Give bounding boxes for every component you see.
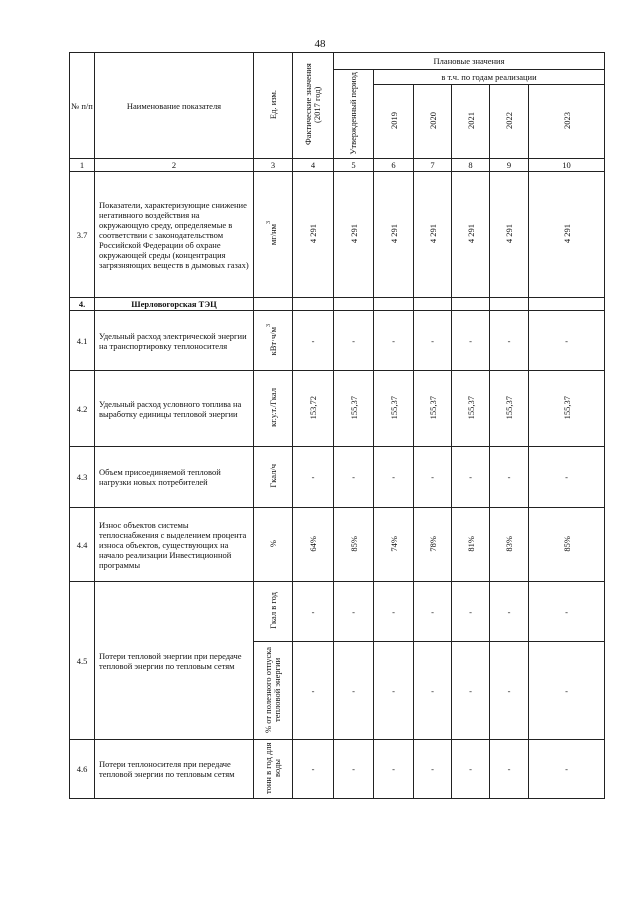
value-cell: -	[293, 311, 334, 371]
value-cell: 155,37	[452, 371, 490, 447]
value-cell: -	[452, 642, 490, 740]
table-row	[70, 740, 605, 799]
value-cell: 81%	[452, 508, 490, 582]
value-cell: 155,37	[374, 371, 414, 447]
table-row	[70, 371, 605, 447]
header-by-years: в т.ч. по годам реализации	[374, 70, 605, 85]
value-cell: -	[490, 447, 529, 508]
value-cell: 4 291	[490, 172, 529, 298]
value-cell: 153,72	[293, 371, 334, 447]
value-cell: -	[334, 642, 374, 740]
section-title: Шерловогорская ТЭЦ	[95, 298, 254, 311]
value-cell: -	[490, 642, 529, 740]
value-cell: -	[374, 447, 414, 508]
row-number: 4.4	[70, 508, 95, 582]
header-year: 2022	[490, 85, 529, 159]
value-cell: -	[374, 642, 414, 740]
value-cell: 4 291	[529, 172, 605, 298]
row-number: 4.2	[70, 371, 95, 447]
table-row	[70, 508, 605, 582]
row-unit: $мг/нм^3$	[254, 172, 293, 298]
table-row	[70, 311, 605, 371]
header-number: № п/п	[70, 53, 95, 159]
value-cell: -	[293, 582, 334, 642]
header-approved: Утвержденный период	[334, 70, 374, 159]
value-cell: 64%	[293, 508, 334, 582]
value-cell: 74%	[374, 508, 414, 582]
value-cell: 4 291	[374, 172, 414, 298]
row-name: Удельный расход электрической энергии на транспортировку теплоносителя	[95, 311, 254, 371]
value-cell: -	[452, 740, 490, 799]
row-unit: кг.у.т./Гкал	[254, 371, 293, 447]
value-cell: -	[334, 740, 374, 799]
value-cell: -	[414, 582, 452, 642]
value-cell: 4 291	[414, 172, 452, 298]
section-row	[70, 298, 605, 311]
value-cell: -	[374, 311, 414, 371]
row-name: Потери тепловой энергии при передаче тепловой энергии по тепловым сетям	[95, 582, 254, 740]
header-year: 2023	[529, 85, 605, 159]
row-name: Износ объектов системы теплоснабжения с выделением процента износа объектов, существующих на начало реализации Инвестиционной программы	[95, 508, 254, 582]
column-number: 7	[414, 159, 452, 172]
value-cell: -	[452, 582, 490, 642]
row-unit: % от полезного отпуска тепловой энергии	[254, 642, 293, 740]
row-number: 4.3	[70, 447, 95, 508]
value-cell: -	[293, 740, 334, 799]
value-cell: -	[452, 311, 490, 371]
row-number: 4.6	[70, 740, 95, 799]
value-cell: -	[490, 740, 529, 799]
value-cell: 83%	[490, 508, 529, 582]
value-cell: 155,37	[334, 371, 374, 447]
page-number: 48	[314, 38, 326, 50]
value-cell: -	[414, 740, 452, 799]
column-number: 3	[254, 159, 293, 172]
value-cell: -	[529, 740, 605, 799]
value-cell: 85%	[334, 508, 374, 582]
value-cell: -	[293, 447, 334, 508]
column-number: 4	[293, 159, 334, 172]
column-number: 5	[334, 159, 374, 172]
column-number: 10	[529, 159, 605, 172]
value-cell: -	[334, 447, 374, 508]
row-unit: тонн в год для воды	[254, 740, 293, 799]
table-row	[70, 172, 605, 298]
column-number: 6	[374, 159, 414, 172]
value-cell: -	[529, 582, 605, 642]
value-cell: 4 291	[293, 172, 334, 298]
row-name: Удельный расход условного топлива на выработку единицы тепловой энергии	[95, 371, 254, 447]
row-unit: $кВт\cdot ч/м^3$	[254, 311, 293, 371]
header-year: 2020	[414, 85, 452, 159]
value-cell: 155,37	[414, 371, 452, 447]
row-name: Объем присоединяемой тепловой нагрузки новых потребителей	[95, 447, 254, 508]
header-unit: Ед. изм.	[254, 53, 293, 159]
header-fact: Фактические значения (2017 год)	[293, 53, 334, 159]
value-cell: 85%	[529, 508, 605, 582]
value-cell: 4 291	[452, 172, 490, 298]
header-name: Наименование показателя	[95, 53, 254, 159]
value-cell: 155,37	[490, 371, 529, 447]
row-unit: %	[254, 508, 293, 582]
value-cell: -	[490, 311, 529, 371]
value-cell: -	[414, 447, 452, 508]
value-cell: 155,37	[529, 371, 605, 447]
header-plan: Плановые значения	[334, 53, 605, 70]
column-number: 2	[95, 159, 254, 172]
value-cell: -	[490, 582, 529, 642]
table-row	[70, 582, 605, 642]
row-unit: Гкал в год	[254, 582, 293, 642]
value-cell: -	[529, 311, 605, 371]
header-year: 2019	[374, 85, 414, 159]
row-unit: Гкал/ч	[254, 447, 293, 508]
table-row	[70, 447, 605, 508]
value-cell: -	[334, 582, 374, 642]
value-cell: -	[374, 740, 414, 799]
value-cell: -	[452, 447, 490, 508]
value-cell: -	[293, 642, 334, 740]
indicators-table	[69, 52, 605, 799]
value-cell: 78%	[414, 508, 452, 582]
value-cell: 4 291	[334, 172, 374, 298]
row-name: Показатели, характеризующие снижение негативного воздействия на окружающую среду, определяемые в соответствии с законодательством Российской Федерации об охране окружающей среды (концентрация загрязняющих веществ в дымовых газах)	[95, 172, 254, 298]
header-year: 2021	[452, 85, 490, 159]
row-number: 4.5	[70, 582, 95, 740]
column-number: 8	[452, 159, 490, 172]
row-number: 4.1	[70, 311, 95, 371]
row-name: Потери теплоносителя при передаче тепловой энергии по тепловым сетям	[95, 740, 254, 799]
value-cell: -	[414, 642, 452, 740]
value-cell: -	[414, 311, 452, 371]
column-number: 9	[490, 159, 529, 172]
value-cell: -	[374, 582, 414, 642]
row-number: 3.7	[70, 172, 95, 298]
column-number: 1	[70, 159, 95, 172]
value-cell: -	[529, 447, 605, 508]
value-cell: -	[334, 311, 374, 371]
section-number: 4.	[70, 298, 95, 311]
value-cell: -	[529, 642, 605, 740]
